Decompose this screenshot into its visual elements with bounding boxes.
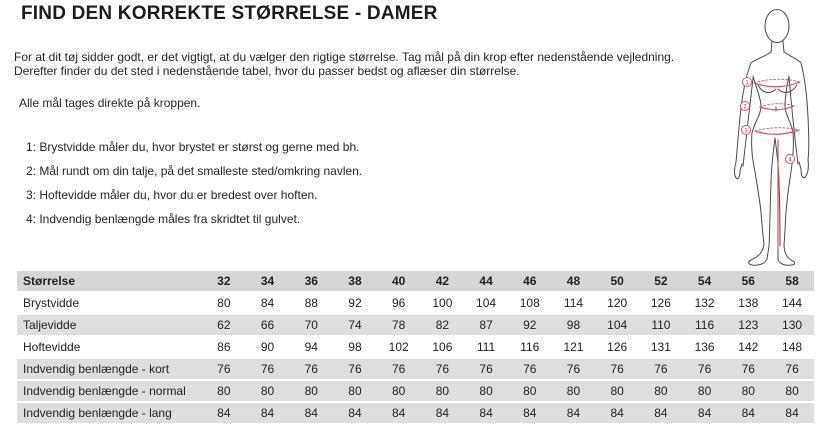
size-cell: 80 (246, 381, 290, 401)
size-table-head (17, 271, 814, 291)
size-cell: 104 (476, 296, 497, 310)
instruction-item-4: 4: Indvendig benlængde måles fra skridtet til gulvet. (26, 212, 301, 226)
size-cell: 126 (607, 340, 628, 354)
size-cell: 80 (683, 381, 727, 401)
size-cell: 80 (217, 296, 231, 310)
size-cell: 84 (246, 403, 290, 423)
size-cell: 104 (595, 315, 639, 335)
size-cell: 66 (246, 315, 290, 335)
size-cell: 148 (782, 340, 803, 354)
size-cell: 110 (639, 315, 683, 335)
size-column-header: 40 (377, 271, 421, 291)
waist-marker-icon (741, 102, 750, 111)
size-cell: 80 (377, 381, 421, 401)
size-cell: 76 (726, 359, 770, 379)
size-cell: 82 (421, 315, 465, 335)
size-cell: 84 (508, 403, 552, 423)
size-table-body (17, 293, 814, 423)
size-cell: 132 (694, 296, 715, 310)
intro-paragraph (14, 50, 674, 78)
size-cell: 76 (289, 359, 333, 379)
size-cell: 123 (726, 315, 770, 335)
size-column-header: 54 (683, 271, 727, 291)
row-label: Indvendig benlængde - lang (17, 403, 202, 423)
table-header-label: Størrelse (17, 271, 202, 291)
size-cell: 108 (519, 296, 540, 310)
size-cell: 80 (770, 381, 814, 401)
size-cell: 98 (552, 315, 596, 335)
size-cell: 84 (289, 403, 333, 423)
size-cell: 80 (202, 381, 246, 401)
bust-measure-line (754, 79, 800, 83)
size-cell: 131 (650, 340, 671, 354)
size-cell: 142 (738, 340, 759, 354)
size-cell: 80 (289, 381, 333, 401)
size-column-header: 46 (508, 271, 552, 291)
size-cell: 111 (476, 340, 496, 354)
row-label: Indvendig benlængde - kort (17, 359, 202, 379)
size-cell: 116 (683, 315, 727, 335)
size-cell: 76 (639, 359, 683, 379)
size-cell: 80 (552, 381, 596, 401)
size-cell: 102 (388, 340, 409, 354)
size-cell: 84 (421, 403, 465, 423)
size-cell: 76 (421, 359, 465, 379)
size-cell: 136 (694, 340, 715, 354)
size-table (17, 269, 814, 425)
size-cell: 144 (782, 296, 803, 310)
size-cell: 84 (333, 403, 377, 423)
instructions-list (26, 140, 362, 236)
size-cell: 84 (770, 403, 814, 423)
size-cell: 84 (202, 403, 246, 423)
hip-marker-icon (742, 126, 751, 135)
size-cell: 87 (464, 315, 508, 335)
table-header-row (17, 271, 814, 291)
size-cell: 80 (726, 381, 770, 401)
size-cell: 76 (202, 359, 246, 379)
row-label: Hoftevidde (23, 340, 81, 354)
intro-line-1: For at dit tøj sidder godt, er det vigtigt, at du vælger den rigtige størrelse. Tag mål på din krop efter nedenstående vejledning. (14, 50, 675, 64)
size-cell: 76 (333, 359, 377, 379)
size-cell: 80 (464, 381, 508, 401)
row-label: Taljevidde (17, 315, 202, 335)
table-row (17, 293, 814, 313)
size-cell: 76 (246, 359, 290, 379)
size-column-header: 52 (639, 271, 683, 291)
size-cell: 76 (770, 359, 814, 379)
size-column-header: 48 (552, 271, 596, 291)
size-cell: 120 (607, 296, 628, 310)
size-column-header: 36 (289, 271, 333, 291)
size-cell: 62 (202, 315, 246, 335)
size-cell: 114 (563, 296, 584, 310)
size-cell: 98 (348, 340, 362, 354)
waist-measure-line (760, 104, 794, 107)
measure-note: Alle mål tages direkte på kroppen. (19, 96, 201, 110)
size-cell: 84 (595, 403, 639, 423)
size-column-header: 42 (421, 271, 465, 291)
size-cell: 84 (260, 296, 275, 310)
size-cell: 84 (726, 403, 770, 423)
size-cell: 84 (683, 403, 727, 423)
svg-text:1: 1 (745, 80, 749, 87)
instruction-item-3: 3: Hoftevidde måler du, hvor du er bredest over hoften. (26, 188, 318, 202)
size-cell: 76 (464, 359, 508, 379)
size-column-header: 58 (770, 271, 814, 291)
body-outline (735, 10, 809, 266)
size-cell: 130 (770, 315, 814, 335)
size-cell: 76 (377, 359, 421, 379)
page-title: FIND DEN KORREKTE STØRRELSE - DAMER (21, 3, 438, 24)
table-row (17, 337, 814, 357)
size-cell: 86 (217, 340, 231, 354)
size-cell: 106 (432, 340, 453, 354)
size-column-header: 32 (202, 271, 246, 291)
size-cell: 84 (377, 403, 421, 423)
svg-text:4: 4 (788, 157, 792, 164)
size-cell: 88 (304, 296, 318, 310)
instruction-item-2: 2: Mål rundt om din talje, på det smalleste sted/omkring navlen. (26, 164, 363, 178)
size-cell: 76 (683, 359, 727, 379)
size-cell: 80 (421, 381, 465, 401)
size-cell: 138 (738, 296, 759, 310)
table-row (17, 359, 814, 379)
row-label: Indvendig benlængde - normal (17, 381, 202, 401)
table-row (17, 403, 814, 423)
size-cell: 92 (348, 296, 362, 310)
size-cell: 70 (289, 315, 333, 335)
size-cell: 96 (391, 296, 406, 310)
size-cell: 76 (595, 359, 639, 379)
size-cell: 76 (508, 359, 552, 379)
size-column-header: 56 (726, 271, 770, 291)
size-cell: 94 (304, 340, 318, 354)
svg-text:3: 3 (744, 128, 748, 135)
bust-marker-icon (743, 78, 752, 87)
size-cell: 116 (520, 340, 540, 354)
size-cell: 80 (639, 381, 683, 401)
inseam-marker-icon (786, 155, 795, 164)
table-row (17, 381, 814, 401)
row-label: Brystvidde (23, 296, 80, 310)
size-cell: 80 (333, 381, 377, 401)
size-column-header: 38 (333, 271, 377, 291)
size-cell: 78 (377, 315, 421, 335)
size-cell: 84 (464, 403, 508, 423)
size-cell: 76 (552, 359, 596, 379)
size-cell: 90 (260, 340, 275, 354)
instruction-item-1: 1: Brystvidde måler du, hvor brystet er størst og gerne med bh. (26, 140, 360, 154)
size-cell: 100 (432, 296, 453, 310)
size-cell: 80 (595, 381, 639, 401)
size-column-header: 50 (595, 271, 639, 291)
size-cell: 92 (508, 315, 552, 335)
size-cell: 121 (563, 340, 584, 354)
table-row (17, 315, 814, 335)
size-cell: 84 (639, 403, 683, 423)
size-cell: 74 (333, 315, 377, 335)
svg-text:2: 2 (743, 104, 747, 111)
size-cell: 80 (508, 381, 552, 401)
size-cell: 126 (650, 296, 671, 310)
body-measurement-figure-icon (718, 2, 818, 268)
intro-line-2: Derefter finder du det sted i nedenstående tabel, hvor du passer bedst og aflæser din størrelse. (14, 64, 520, 78)
size-column-header: 34 (246, 271, 290, 291)
size-cell: 84 (552, 403, 596, 423)
size-column-header: 44 (464, 271, 508, 291)
